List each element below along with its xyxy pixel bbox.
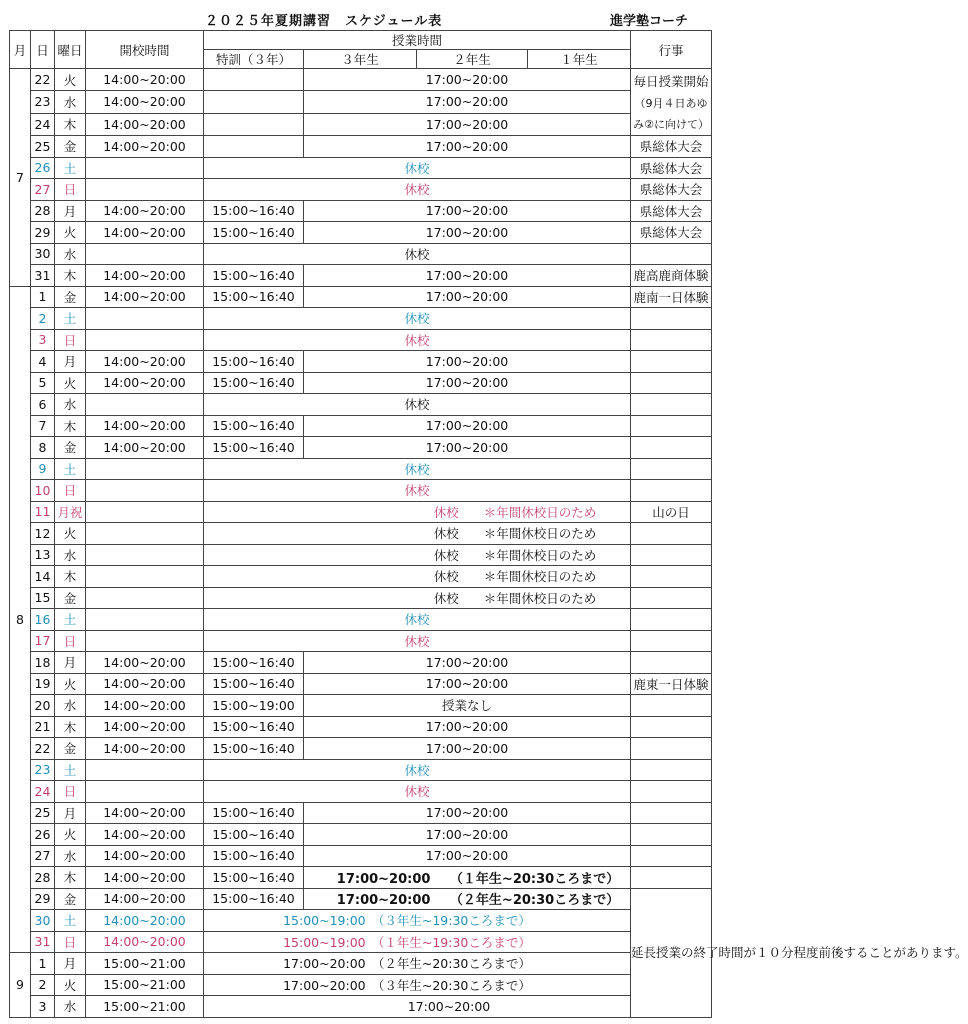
event-cell <box>631 566 712 588</box>
open-hours-cell <box>86 157 204 179</box>
tokkun-cell: 15:00~19:00 <box>204 695 304 717</box>
day-cell: 9 <box>31 458 55 480</box>
table-row <box>10 372 712 394</box>
day-cell: 22 <box>31 69 55 91</box>
weekday-cell: 土 <box>55 157 86 179</box>
open-hours-cell: 14:00~20:00 <box>86 113 204 135</box>
lesson-cell: 17:00~20:00 （１年生~20:30ころまで） <box>304 867 631 889</box>
open-hours-cell <box>86 566 204 588</box>
tokkun-cell: 15:00~16:40 <box>204 824 304 846</box>
day-cell: 30 <box>31 243 55 265</box>
note-cell: 延長授業の終了時間が１０分程度前後することがあります。 <box>631 888 712 1017</box>
weekday-cell: 金 <box>55 587 86 609</box>
month-cell: 7 <box>10 69 31 287</box>
lesson-cell: 17:00~20:00 <box>304 136 631 158</box>
day-cell: 13 <box>31 544 55 566</box>
day-cell: 1 <box>31 286 55 308</box>
tokkun-cell: 15:00~16:40 <box>204 265 304 287</box>
lesson-cell: 17:00~20:00 <box>304 91 631 113</box>
table-row <box>10 136 712 158</box>
table-row <box>10 802 712 824</box>
tokkun-cell: 15:00~16:40 <box>204 222 304 244</box>
table-row <box>10 888 712 910</box>
open-hours-cell: 14:00~20:00 <box>86 69 204 91</box>
open-hours-cell: 14:00~20:00 <box>86 265 204 287</box>
weekday-cell: 火 <box>55 69 86 91</box>
lesson-cell: 15:00~19:00 （３年生~19:30ころまで） <box>204 910 631 932</box>
open-hours-cell <box>86 523 204 545</box>
table-row <box>10 630 712 652</box>
table-row <box>10 523 712 545</box>
day-cell: 6 <box>31 394 55 416</box>
header-grade3: ３年生 <box>304 50 417 69</box>
page-title: ２０２５年夏期講習 スケジュール表 <box>205 14 443 29</box>
closed-cell: 休校 <box>204 781 631 803</box>
weekday-cell: 金 <box>55 888 86 910</box>
table-row <box>10 544 712 566</box>
open-hours-cell <box>86 480 204 502</box>
event-cell: 鹿東一日体験 <box>631 673 712 695</box>
weekday-cell: 月 <box>55 802 86 824</box>
open-hours-cell: 14:00~20:00 <box>86 888 204 910</box>
weekday-cell: 火 <box>55 222 86 244</box>
lesson-cell: 17:00~20:00 <box>304 716 631 738</box>
closed-cell: 休校 ＊年間休校日のため <box>204 566 631 588</box>
lesson-cell: 17:00~20:00 <box>304 265 631 287</box>
table-row <box>10 308 712 330</box>
event-cell: 県総体大会 <box>631 200 712 222</box>
lesson-cell: 17:00~20:00 <box>304 372 631 394</box>
table-row <box>10 974 712 996</box>
event-cell <box>631 845 712 867</box>
weekday-cell: 土 <box>55 910 86 932</box>
tokkun-cell: 15:00~16:40 <box>204 652 304 674</box>
closed-cell: 休校 <box>204 243 631 265</box>
tokkun-cell <box>204 136 304 158</box>
tokkun-cell: 15:00~16:40 <box>204 437 304 459</box>
event-cell <box>631 587 712 609</box>
day-cell: 16 <box>31 609 55 631</box>
table-row <box>10 566 712 588</box>
tokkun-cell <box>204 69 304 91</box>
table-row <box>10 329 712 351</box>
open-hours-cell: 14:00~20:00 <box>86 286 204 308</box>
header-row <box>10 31 712 50</box>
event-subtext: （9月４日あゆみ②に向けて） <box>633 97 709 131</box>
closed-cell: 休校 ＊年間休校日のため <box>204 587 631 609</box>
open-hours-cell <box>86 781 204 803</box>
open-hours-cell: 14:00~20:00 <box>86 845 204 867</box>
weekday-cell: 木 <box>55 415 86 437</box>
table-row <box>10 953 712 975</box>
tokkun-cell: 15:00~16:40 <box>204 673 304 695</box>
table-row <box>10 824 712 846</box>
event-cell <box>631 458 712 480</box>
weekday-cell: 木 <box>55 716 86 738</box>
lesson-cell: 17:00~20:00 <box>304 351 631 373</box>
lesson-cell: 17:00~20:00 <box>304 824 631 846</box>
table-row <box>10 179 712 201</box>
table-row <box>10 458 712 480</box>
open-hours-cell <box>86 394 204 416</box>
event-cell <box>631 523 712 545</box>
closed-cell: 休校 ＊年間休校日のため <box>204 501 631 523</box>
event-cell: 県総体大会 <box>631 179 712 201</box>
lesson-cell: 17:00~20:00 <box>304 845 631 867</box>
open-hours-cell: 14:00~20:00 <box>86 200 204 222</box>
weekday-cell: 水 <box>55 243 86 265</box>
open-hours-cell: 14:00~20:00 <box>86 716 204 738</box>
weekday-cell: 日 <box>55 630 86 652</box>
table-row <box>10 501 712 523</box>
event-cell <box>631 480 712 502</box>
event-cell: 県総体大会 <box>631 136 712 158</box>
open-hours-cell: 14:00~20:00 <box>86 351 204 373</box>
open-hours-cell: 14:00~20:00 <box>86 802 204 824</box>
table-row <box>10 845 712 867</box>
open-hours-cell <box>86 501 204 523</box>
open-hours-cell: 14:00~20:00 <box>86 91 204 113</box>
tokkun-cell: 15:00~16:40 <box>204 716 304 738</box>
tokkun-cell: 15:00~16:40 <box>204 867 304 889</box>
header-weekday: 曜日 <box>55 31 86 69</box>
day-cell: 22 <box>31 738 55 760</box>
open-hours-cell: 14:00~20:00 <box>86 136 204 158</box>
header-open-hours: 開校時間 <box>86 31 204 69</box>
header-class-hours: 授業時間 <box>204 31 631 50</box>
table-row <box>10 480 712 502</box>
day-cell: 21 <box>31 716 55 738</box>
day-cell: 7 <box>31 415 55 437</box>
lesson-cell: 17:00~20:00 （２年生~20:30ころまで） <box>204 953 631 975</box>
weekday-cell: 金 <box>55 136 86 158</box>
month-cell: 9 <box>10 953 31 1018</box>
weekday-cell: 木 <box>55 113 86 135</box>
lesson-cell: 17:00~20:00 （２年生~20:30ころまで） <box>304 888 631 910</box>
day-cell: 28 <box>31 200 55 222</box>
day-cell: 31 <box>31 931 55 953</box>
weekday-cell: 日 <box>55 931 86 953</box>
month-cell: 8 <box>10 286 31 953</box>
weekday-cell: 土 <box>55 759 86 781</box>
event-cell <box>631 781 712 803</box>
event-cell <box>631 243 712 265</box>
table-row <box>10 931 712 953</box>
table-row <box>10 91 712 113</box>
header-tokkun: 特訓（３年） <box>204 50 304 69</box>
day-cell: 23 <box>31 91 55 113</box>
table-row <box>10 286 712 308</box>
event-cell <box>631 695 712 717</box>
closed-cell: 休校 <box>204 157 631 179</box>
table-row <box>10 996 712 1018</box>
day-cell: 17 <box>31 630 55 652</box>
open-hours-cell <box>86 587 204 609</box>
day-cell: 5 <box>31 372 55 394</box>
event-cell <box>631 69 712 136</box>
open-hours-cell <box>86 329 204 351</box>
table-row <box>10 437 712 459</box>
open-hours-cell: 14:00~20:00 <box>86 738 204 760</box>
weekday-cell: 金 <box>55 738 86 760</box>
closed-cell: 休校 <box>204 329 631 351</box>
day-cell: 19 <box>31 673 55 695</box>
closed-cell: 休校 <box>204 394 631 416</box>
schedule-table <box>9 30 968 1018</box>
lesson-cell: 17:00~20:00 <box>204 996 631 1018</box>
weekday-cell: 水 <box>55 91 86 113</box>
lesson-cell: 15:00~19:00 （１年生~19:30ころまで） <box>204 931 631 953</box>
event-cell <box>631 738 712 760</box>
tokkun-cell: 15:00~16:40 <box>204 286 304 308</box>
event-cell <box>631 824 712 846</box>
event-cell: 山の日 <box>631 501 712 523</box>
open-hours-cell <box>86 609 204 631</box>
header-events: 行事 <box>631 31 712 69</box>
weekday-cell: 月 <box>55 953 86 975</box>
weekday-cell: 木 <box>55 265 86 287</box>
event-cell <box>631 609 712 631</box>
closed-cell: 休校 <box>204 630 631 652</box>
table-row <box>10 738 712 760</box>
open-hours-cell: 14:00~20:00 <box>86 867 204 889</box>
day-cell: 28 <box>31 867 55 889</box>
table-row <box>10 652 712 674</box>
weekday-cell: 水 <box>55 845 86 867</box>
open-hours-cell <box>86 243 204 265</box>
event-text: 毎日授業開始 <box>633 74 709 89</box>
day-cell: 3 <box>31 996 55 1018</box>
weekday-cell: 水 <box>55 695 86 717</box>
tokkun-cell: 15:00~16:40 <box>204 738 304 760</box>
event-cell <box>631 544 712 566</box>
day-cell: 29 <box>31 888 55 910</box>
lesson-cell: 17:00~20:00 <box>304 437 631 459</box>
weekday-cell: 月 <box>55 351 86 373</box>
organization-name: 進学塾コーチ <box>610 14 689 29</box>
weekday-cell: 水 <box>55 544 86 566</box>
table-row <box>10 695 712 717</box>
lesson-cell: 17:00~20:00 <box>304 738 631 760</box>
event-cell <box>631 716 712 738</box>
day-cell: 25 <box>31 136 55 158</box>
day-cell: 26 <box>31 824 55 846</box>
table-row <box>10 609 712 631</box>
lesson-cell: 17:00~20:00 <box>304 200 631 222</box>
table-row <box>10 113 712 135</box>
event-cell: 鹿南一日体験 <box>631 286 712 308</box>
table-row <box>10 222 712 244</box>
open-hours-cell: 14:00~20:00 <box>86 910 204 932</box>
lesson-cell: 授業なし <box>304 695 631 717</box>
closed-cell: 休校 ＊年間休校日のため <box>204 544 631 566</box>
day-cell: 23 <box>31 759 55 781</box>
weekday-cell: 木 <box>55 566 86 588</box>
weekday-cell: 火 <box>55 673 86 695</box>
open-hours-cell <box>86 630 204 652</box>
weekday-cell: 水 <box>55 394 86 416</box>
weekday-cell: 土 <box>55 458 86 480</box>
event-cell <box>631 394 712 416</box>
table-row <box>10 200 712 222</box>
lesson-cell: 17:00~20:00 （３年生~20:30ころまで） <box>204 974 631 996</box>
event-cell <box>631 759 712 781</box>
tokkun-cell <box>204 113 304 135</box>
day-cell: 12 <box>31 523 55 545</box>
tokkun-cell: 15:00~16:40 <box>204 415 304 437</box>
open-hours-cell: 14:00~20:00 <box>86 652 204 674</box>
day-cell: 25 <box>31 802 55 824</box>
open-hours-cell: 14:00~20:00 <box>86 931 204 953</box>
closed-cell: 休校 <box>204 609 631 631</box>
table-row <box>10 351 712 373</box>
weekday-cell: 月祝 <box>55 501 86 523</box>
lesson-cell: 17:00~20:00 <box>304 286 631 308</box>
table-row <box>10 415 712 437</box>
table-row <box>10 910 712 932</box>
tokkun-cell: 15:00~16:40 <box>204 888 304 910</box>
weekday-cell: 日 <box>55 480 86 502</box>
tokkun-cell: 15:00~16:40 <box>204 372 304 394</box>
lesson-cell: 17:00~20:00 <box>304 415 631 437</box>
table-row <box>10 157 712 179</box>
weekday-cell: 火 <box>55 523 86 545</box>
closed-cell: 休校 <box>204 308 631 330</box>
weekday-cell: 日 <box>55 179 86 201</box>
open-hours-cell: 14:00~20:00 <box>86 695 204 717</box>
day-cell: 2 <box>31 974 55 996</box>
tokkun-cell <box>204 91 304 113</box>
weekday-cell: 月 <box>55 652 86 674</box>
day-cell: 20 <box>31 695 55 717</box>
day-cell: 8 <box>31 437 55 459</box>
open-hours-cell <box>86 308 204 330</box>
table-row <box>10 69 712 91</box>
day-cell: 26 <box>31 157 55 179</box>
weekday-cell: 金 <box>55 286 86 308</box>
day-cell: 1 <box>31 953 55 975</box>
weekday-cell: 金 <box>55 437 86 459</box>
weekday-cell: 土 <box>55 308 86 330</box>
event-cell <box>631 630 712 652</box>
table-row <box>10 716 712 738</box>
lesson-cell: 17:00~20:00 <box>304 673 631 695</box>
open-hours-cell: 14:00~20:00 <box>86 372 204 394</box>
day-cell: 18 <box>31 652 55 674</box>
header-grade2: ２年生 <box>417 50 528 69</box>
event-cell <box>631 329 712 351</box>
weekday-cell: 火 <box>55 974 86 996</box>
open-hours-cell: 15:00~21:00 <box>86 953 204 975</box>
closed-cell: 休校 ＊年間休校日のため <box>204 523 631 545</box>
closed-cell: 休校 <box>204 480 631 502</box>
event-cell <box>631 351 712 373</box>
open-hours-cell: 14:00~20:00 <box>86 673 204 695</box>
lesson-cell: 17:00~20:00 <box>304 652 631 674</box>
open-hours-cell <box>86 544 204 566</box>
table-row <box>10 759 712 781</box>
day-cell: 11 <box>31 501 55 523</box>
open-hours-cell: 14:00~20:00 <box>86 415 204 437</box>
day-cell: 29 <box>31 222 55 244</box>
open-hours-cell: 15:00~21:00 <box>86 974 204 996</box>
event-cell <box>631 437 712 459</box>
event-cell: 県総体大会 <box>631 222 712 244</box>
tokkun-cell: 15:00~16:40 <box>204 200 304 222</box>
table-row <box>10 781 712 803</box>
event-cell: 県総体大会 <box>631 157 712 179</box>
table-row <box>10 587 712 609</box>
closed-cell: 休校 <box>204 179 631 201</box>
weekday-cell: 木 <box>55 867 86 889</box>
lesson-cell: 17:00~20:00 <box>304 69 631 91</box>
table-row <box>10 394 712 416</box>
event-cell <box>631 308 712 330</box>
header-month: 月 <box>10 31 31 69</box>
weekday-cell: 日 <box>55 781 86 803</box>
open-hours-cell <box>86 179 204 201</box>
day-cell: 24 <box>31 113 55 135</box>
day-cell: 31 <box>31 265 55 287</box>
open-hours-cell <box>86 458 204 480</box>
event-cell <box>631 802 712 824</box>
tokkun-cell: 15:00~16:40 <box>204 802 304 824</box>
header-day: 日 <box>31 31 55 69</box>
day-cell: 10 <box>31 480 55 502</box>
tokkun-cell: 15:00~16:40 <box>204 845 304 867</box>
lesson-cell: 17:00~20:00 <box>304 222 631 244</box>
day-cell: 30 <box>31 910 55 932</box>
closed-cell: 休校 <box>204 759 631 781</box>
open-hours-cell: 14:00~20:00 <box>86 824 204 846</box>
day-cell: 14 <box>31 566 55 588</box>
table-row <box>10 673 712 695</box>
weekday-cell: 水 <box>55 996 86 1018</box>
event-cell <box>631 652 712 674</box>
event-cell <box>631 372 712 394</box>
lesson-cell: 17:00~20:00 <box>304 802 631 824</box>
closed-cell: 休校 <box>204 458 631 480</box>
weekday-cell: 火 <box>55 824 86 846</box>
lesson-cell: 17:00~20:00 <box>304 113 631 135</box>
weekday-cell: 火 <box>55 372 86 394</box>
event-cell <box>631 867 712 889</box>
weekday-cell: 日 <box>55 329 86 351</box>
table-row <box>10 265 712 287</box>
event-cell <box>631 415 712 437</box>
tokkun-cell: 15:00~16:40 <box>204 351 304 373</box>
open-hours-cell <box>86 759 204 781</box>
header-grade1: １年生 <box>528 50 631 69</box>
event-cell: 鹿高鹿商体験 <box>631 265 712 287</box>
table-row <box>10 867 712 889</box>
table-row <box>10 243 712 265</box>
open-hours-cell: 15:00~21:00 <box>86 996 204 1018</box>
day-cell: 4 <box>31 351 55 373</box>
day-cell: 27 <box>31 179 55 201</box>
day-cell: 27 <box>31 845 55 867</box>
day-cell: 2 <box>31 308 55 330</box>
weekday-cell: 月 <box>55 200 86 222</box>
open-hours-cell: 14:00~20:00 <box>86 222 204 244</box>
day-cell: 24 <box>31 781 55 803</box>
weekday-cell: 土 <box>55 609 86 631</box>
open-hours-cell: 14:00~20:00 <box>86 437 204 459</box>
day-cell: 15 <box>31 587 55 609</box>
day-cell: 3 <box>31 329 55 351</box>
